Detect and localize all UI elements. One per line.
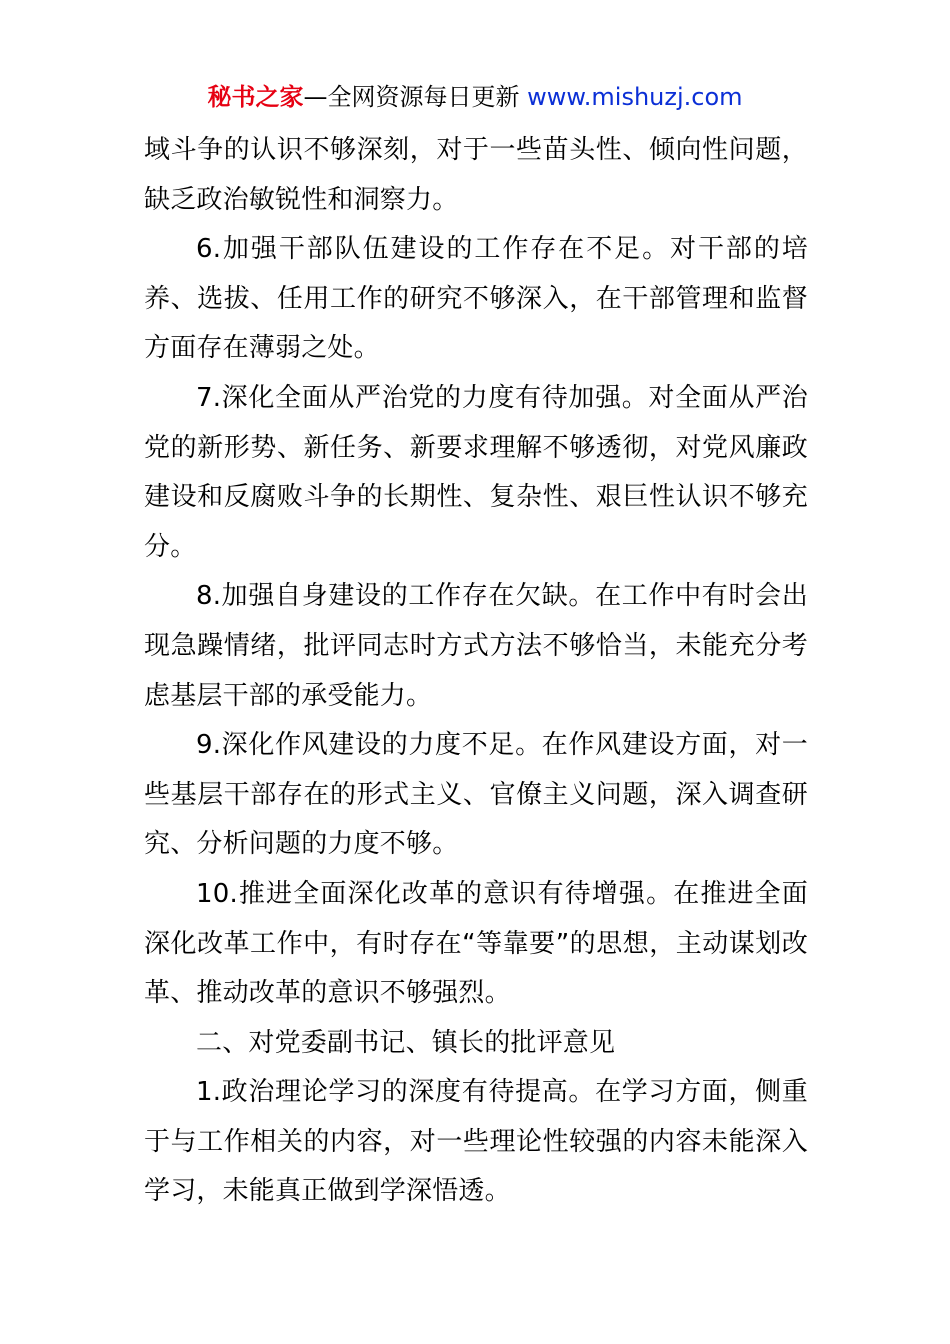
paragraph-item-6: 6.加强干部队伍建设的工作存在不足。对干部的培养、选拔、任用工作的研究不够深入，在干部管理和监督方面存在薄弱之处。: [144, 234, 808, 364]
paragraph-item-1: 1.政治理论学习的深度有待提高。在学习方面，侧重于与工作相关的内容，对一些理论性较强的内容未能深入学习，未能真正做到学深悟透。: [144, 1077, 808, 1207]
brand-name: 秘书之家: [207, 83, 304, 111]
website-url[interactable]: www.mishuzj.com: [527, 83, 743, 111]
section-heading: 二、对党委副书记、镇长的批评意见: [196, 1027, 616, 1058]
header-tagline: —全网资源每日更新: [303, 83, 528, 111]
paragraph-item-10: 10.推进全面深化改革的意识有待增强。在推进全面深化改革工作中，有时存在“等靠要”的思想，主动谋划改革、推动改革的意识不够强烈。: [144, 878, 808, 1009]
document-body: [144, 126, 808, 1217]
paragraph-item-9: 9.深化作风建设的力度不足。在作风建设方面，对一些基层干部存在的形式主义、官僚主义问题，深入调查研究、分析问题的力度不够。: [144, 730, 808, 860]
paragraph-item-8: 8.加强自身建设的工作存在欠缺。在工作中有时会出现急躁情绪，批评同志时方式方法不够恰当，未能充分考虑基层干部的承受能力。: [144, 581, 808, 711]
paragraph-item-7: 7.深化全面从严治党的力度有待加强。对全面从严治党的新形势、新任务、新要求理解不够透彻，对党风廉政建设和反腐败斗争的长期性、复杂性、艰巨性认识不够充分。: [144, 382, 808, 562]
paragraph-continuation: 域斗争的认识不够深刻，对于一些苗头性、倾向性问题，缺乏政治敏锐性和洞察力。: [144, 135, 808, 215]
page-header: [0, 80, 950, 114]
